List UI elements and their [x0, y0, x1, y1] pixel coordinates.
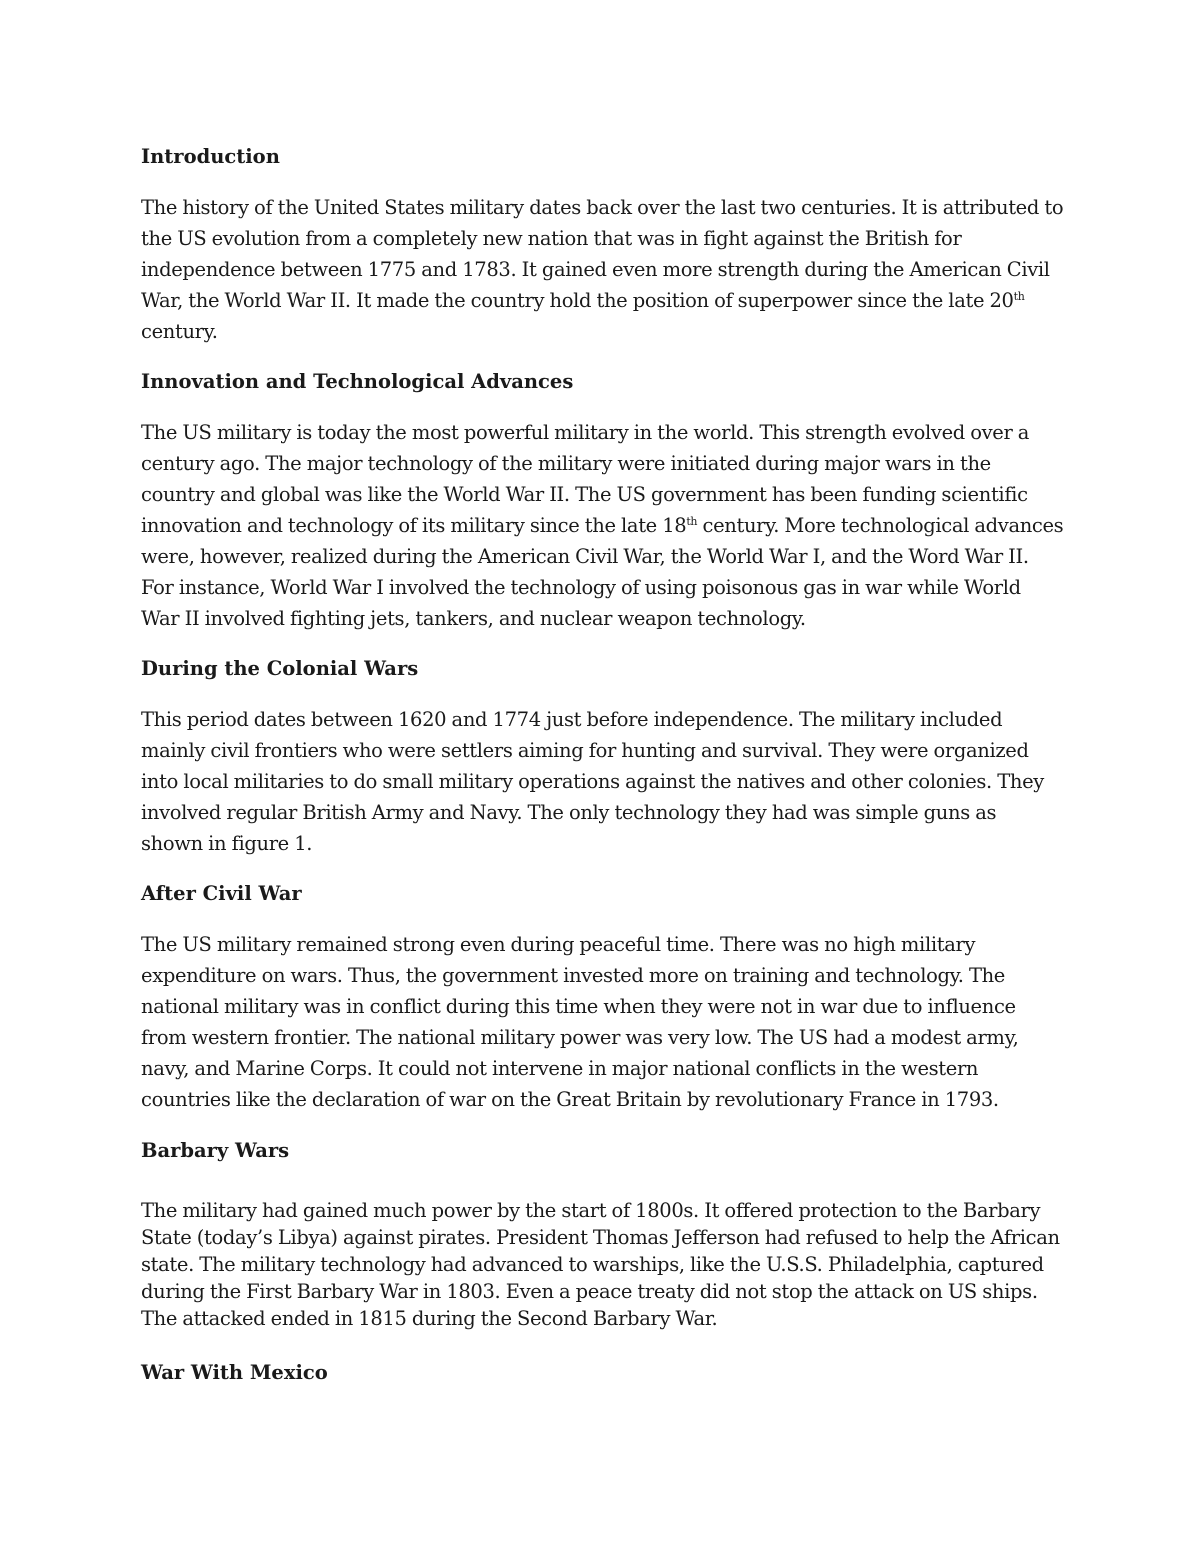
text-line: independence between 1775 and 1783. It gained even more strength during the American Civil [141, 258, 1050, 281]
superscript: th [1013, 290, 1025, 303]
text-line: century ago. The major technology of the military were initiated during major wars in the [141, 452, 991, 475]
paragraph-colonial-wars [141, 704, 1044, 859]
text-line: War II involved fighting jets, tankers, and nuclear weapon technology. [141, 607, 806, 630]
text-line: This period dates between 1620 and 1774 just before independence. The military included [141, 708, 1003, 731]
heading-colonial-wars: During the Colonial Wars [141, 657, 419, 680]
paragraph-introduction [141, 192, 1063, 347]
text-line [141, 285, 1063, 316]
text-line: For instance, World War I involved the technology of using poisonous gas in war while World [141, 576, 1021, 599]
text-line: the US evolution from a completely new nation that was in fight against the British for [141, 227, 962, 250]
text-line: country and global was like the World War II. The US government has been funding scientific [141, 483, 1028, 506]
text-line: The attacked ended in 1815 during the Second Barbary War. [141, 1307, 718, 1330]
text-segment: War, the World War II. It made the country hold the position of superpower since the late 20 [141, 289, 1014, 312]
heading-barbary-wars: Barbary Wars [141, 1139, 290, 1162]
text-line: mainly civil frontiers who were settlers aiming for hunting and survival. They were organized [141, 739, 1029, 762]
text-line: The US military is today the most powerful military in the world. This strength evolved over a [141, 421, 1030, 444]
text-line: State (today’s Libya) against pirates. President Thomas Jefferson had refused to help the African [141, 1226, 1060, 1249]
paragraph-after-civil-war [141, 929, 1019, 1115]
text-segment: century. More technological advances [697, 514, 1064, 537]
paragraph-innovation [141, 417, 1063, 634]
text-line: The US military remained strong even during peaceful time. There was no high military [141, 933, 976, 956]
superscript: th [686, 515, 698, 528]
text-line: century. [141, 320, 218, 343]
text-line: The history of the United States military dates back over the last two centuries. It is attributed to [141, 196, 1064, 219]
text-line: expenditure on wars. Thus, the government invested more on training and technology. The [141, 964, 1005, 987]
text-line: into local militaries to do small military operations against the natives and other colonies. They [141, 770, 1044, 793]
text-line: were, however, realized during the American Civil War, the World War I, and the Word War II. [141, 545, 1029, 568]
text-line: navy, and Marine Corps. It could not intervene in major national conflicts in the western [141, 1057, 979, 1080]
text-line: from western frontier. The national military power was very low. The US had a modest army, [141, 1026, 1019, 1049]
heading-introduction: Introduction [141, 145, 280, 168]
text-line [141, 510, 1063, 541]
text-segment: innovation and technology of its military since the late 18 [141, 514, 687, 537]
text-line: involved regular British Army and Navy. The only technology they had was simple guns as [141, 801, 997, 824]
heading-innovation: Innovation and Technological Advances [141, 370, 574, 393]
heading-war-with-mexico: War With Mexico [141, 1361, 328, 1384]
paragraph-barbary-wars [141, 1197, 1060, 1332]
text-line: The military had gained much power by the start of 1800s. It offered protection to the Barbary [141, 1199, 1041, 1222]
text-line: national military was in conflict during this time when they were not in war due to influence [141, 995, 1016, 1018]
text-line: during the First Barbary War in 1803. Even a peace treaty did not stop the attack on US ships. [141, 1280, 1038, 1303]
text-line: countries like the declaration of war on the Great Britain by revolutionary France in 1793. [141, 1088, 999, 1111]
text-line: shown in figure 1. [141, 832, 313, 855]
text-line: state. The military technology had advanced to warships, like the U.S.S. Philadelphia, captured [141, 1253, 1044, 1276]
heading-after-civil-war: After Civil War [141, 882, 302, 905]
